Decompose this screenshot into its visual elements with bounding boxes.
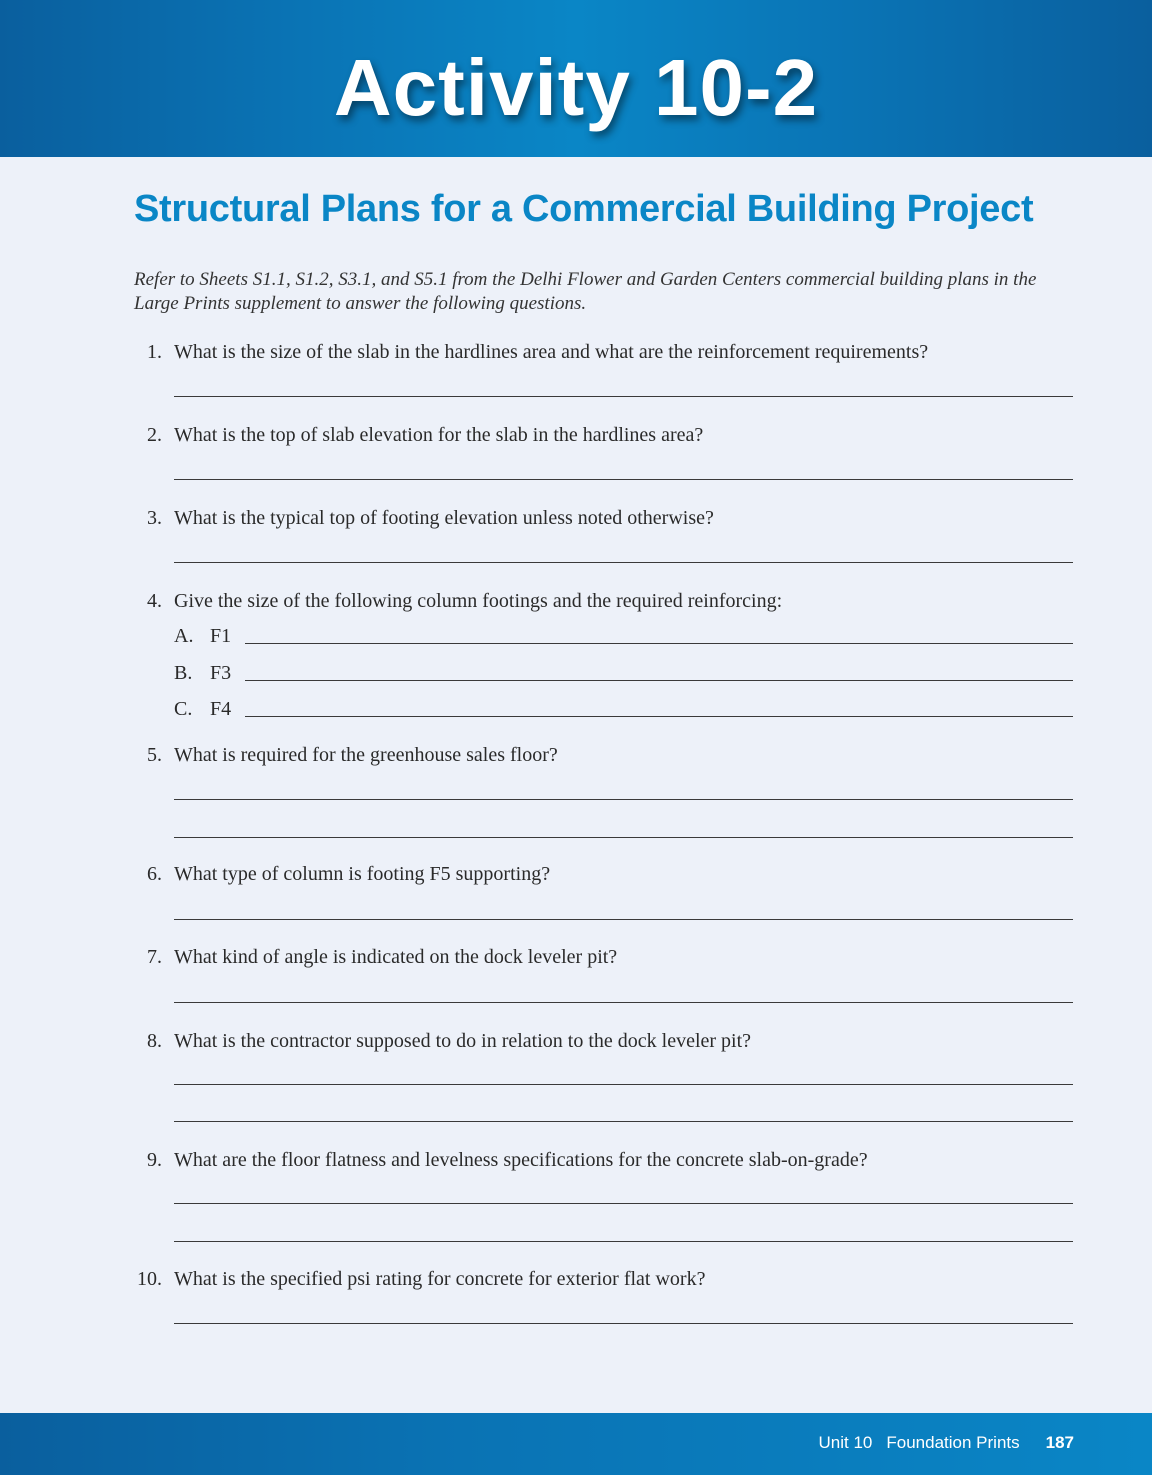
- question-number: 5.: [147, 744, 162, 766]
- page-subtitle: Structural Plans for a Commercial Building Project: [134, 188, 1034, 230]
- answer-line[interactable]: [245, 680, 1073, 681]
- answer-line[interactable]: [174, 1121, 1073, 1122]
- question-text: What kind of angle is indicated on the dock leveler pit?: [174, 946, 618, 968]
- sub-item-letter: B.: [174, 662, 193, 684]
- instructions: Refer to Sheets S1.1, S1.2, S3.1, and S5.1 from the Delhi Flower and Garden Centers commercial building plans in the Large Prints supplement to answer the following questions.: [134, 269, 1037, 314]
- question-number: 10.: [137, 1268, 162, 1290]
- answer-line[interactable]: [174, 1002, 1073, 1003]
- activity-title: Activity 10-2: [333, 43, 819, 132]
- answer-line[interactable]: [174, 919, 1073, 920]
- question-text: Give the size of the following column footings and the required reinforcing:: [174, 590, 783, 612]
- header-banner: [0, 0, 1152, 157]
- question-number: 2.: [147, 424, 162, 446]
- answer-line[interactable]: [245, 716, 1073, 717]
- question-text: What is the contractor supposed to do in relation to the dock leveler pit?: [174, 1030, 752, 1052]
- footer-text: [819, 1433, 1075, 1453]
- footer-unit: Unit 10: [818, 1433, 873, 1452]
- answer-line[interactable]: [174, 479, 1073, 480]
- question-text: What is the typical top of footing elevation unless noted otherwise?: [174, 507, 714, 529]
- question-text: What is the top of slab elevation for the slab in the hardlines area?: [174, 424, 704, 446]
- footer-bar: [0, 1413, 1152, 1475]
- answer-line[interactable]: [174, 396, 1073, 397]
- answer-line[interactable]: [174, 799, 1073, 800]
- answer-line[interactable]: [174, 562, 1073, 563]
- answer-line[interactable]: [174, 1241, 1073, 1242]
- question-text: What are the floor flatness and levelness specifications for the concrete slab-on-grade?: [174, 1149, 868, 1171]
- sub-item-label: F1: [210, 625, 232, 647]
- answer-line[interactable]: [174, 1084, 1073, 1085]
- question-number: 3.: [147, 507, 162, 529]
- question-number: 9.: [147, 1149, 162, 1171]
- sub-item-label: F3: [210, 662, 232, 684]
- question-text: What is the size of the slab in the hardlines area and what are the reinforcement requirements?: [174, 341, 929, 363]
- question-number: 1.: [147, 341, 162, 363]
- question-number: 4.: [147, 590, 162, 612]
- sub-item-letter: A.: [174, 625, 194, 647]
- footer-section: Foundation Prints: [886, 1433, 1020, 1452]
- question-text: What type of column is footing F5 supporting?: [174, 863, 551, 885]
- question-number: 6.: [147, 863, 162, 885]
- question-text: What is required for the greenhouse sales floor?: [174, 744, 558, 766]
- sub-item-letter: C.: [174, 698, 193, 720]
- sub-item-label: F4: [210, 698, 232, 720]
- answer-line[interactable]: [174, 1323, 1073, 1324]
- question-number: 8.: [147, 1030, 162, 1052]
- question-text: What is the specified psi rating for concrete for exterior flat work?: [174, 1268, 706, 1290]
- answer-line[interactable]: [174, 837, 1073, 838]
- page-number: 187: [1045, 1433, 1074, 1452]
- question-number: 7.: [147, 946, 162, 968]
- answer-line[interactable]: [245, 643, 1073, 644]
- answer-line[interactable]: [174, 1203, 1073, 1204]
